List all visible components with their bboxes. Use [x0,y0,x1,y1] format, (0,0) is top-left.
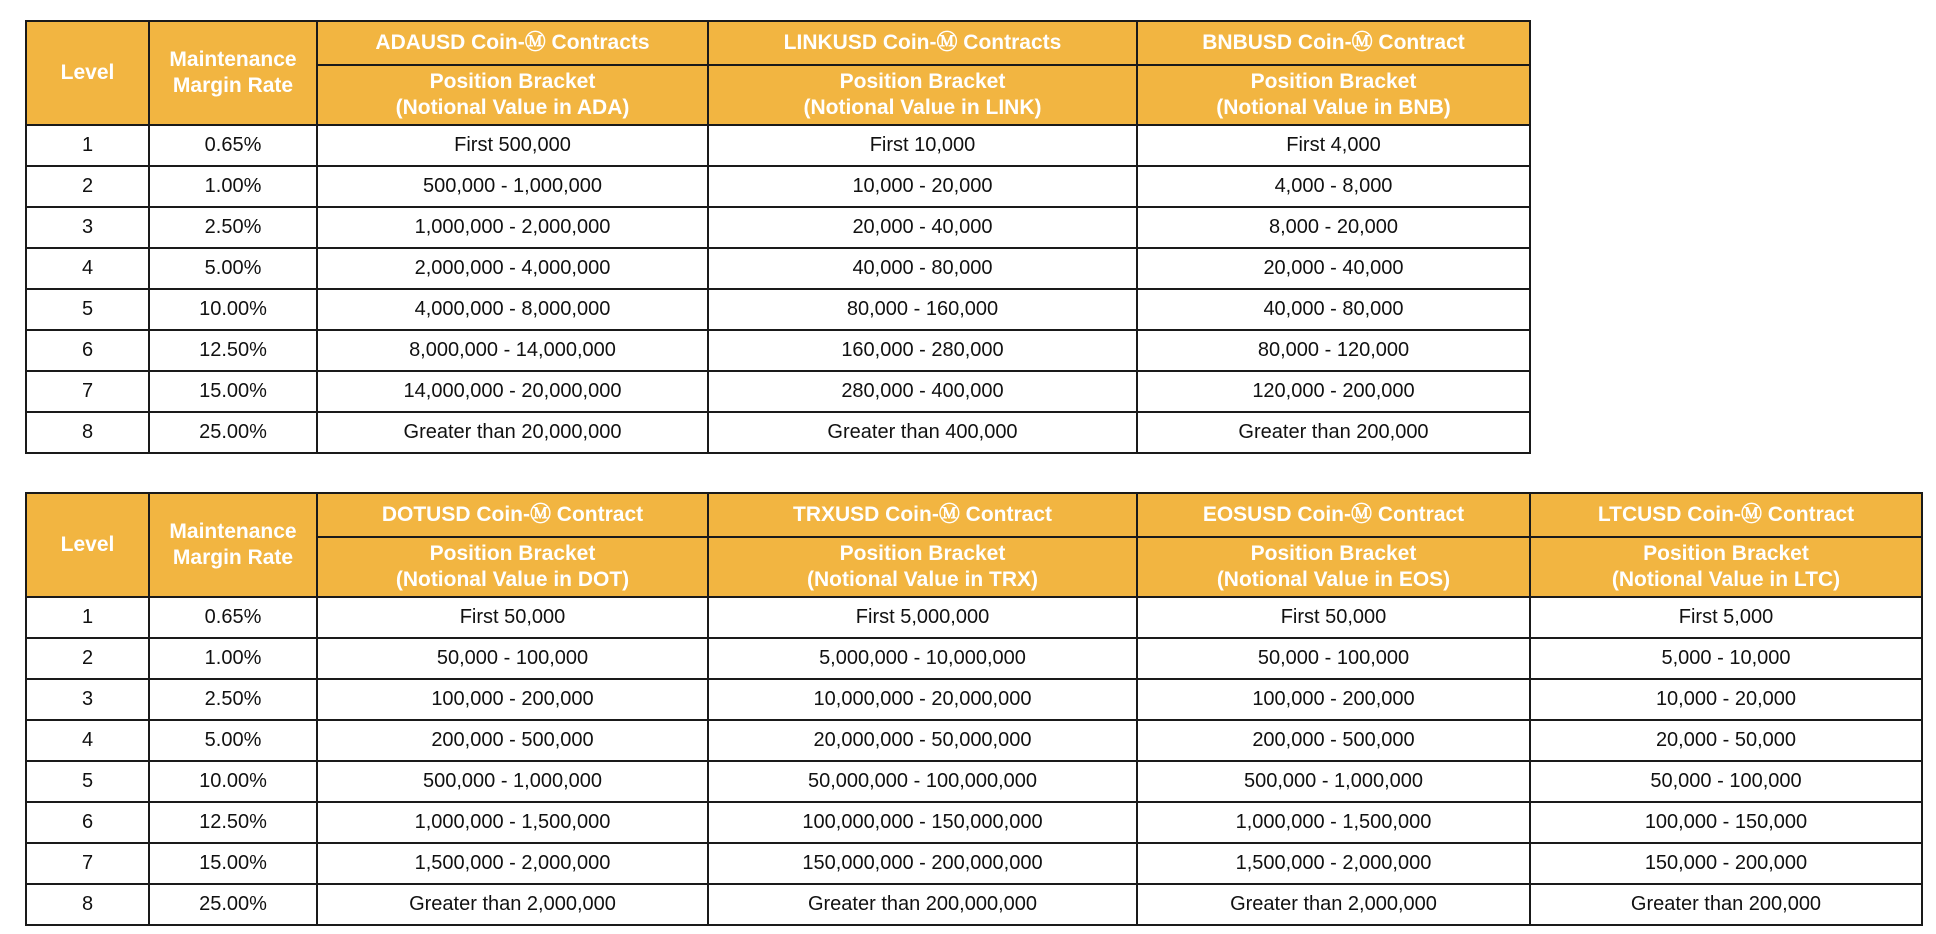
level-cell: 1 [26,597,149,638]
rate-cell: 10.00% [149,289,317,330]
bracket-cell: First 50,000 [1137,597,1530,638]
rate-cell: 0.65% [149,597,317,638]
bracket-unit: (Notional Value in BNB) [1216,96,1451,119]
bracket-header-dot [317,537,708,597]
rate-cell: 12.50% [149,802,317,843]
rate-cell: 25.00% [149,884,317,925]
maintenance-label: Maintenance [169,48,297,71]
bracket-header-ltc [1530,537,1922,597]
bracket-cell: 1,000,000 - 1,500,000 [1137,802,1530,843]
table-row [26,166,1530,207]
header-row-contracts [26,21,1530,65]
bracket-cell: 4,000,000 - 8,000,000 [317,289,708,330]
contract-header-eosusd: EOSUSD Coin-Ⓜ Contract [1137,493,1530,537]
bracket-cell: 80,000 - 160,000 [708,289,1137,330]
bracket-cell: First 5,000,000 [708,597,1137,638]
bracket-cell: 100,000 - 200,000 [1137,679,1530,720]
table-row [26,720,1922,761]
table-row [26,289,1530,330]
table-row [26,412,1530,453]
bracket-label: Position Bracket [1250,542,1417,565]
bracket-cell: 50,000 - 100,000 [1137,638,1530,679]
rate-cell: 2.50% [149,207,317,248]
rate-cell: 25.00% [149,412,317,453]
bracket-cell: Greater than 2,000,000 [1137,884,1530,925]
margin-rate-label: Margin Rate [172,546,294,569]
level-header: Level [26,21,149,125]
bracket-header-link [708,65,1137,125]
bracket-unit: (Notional Value in LTC) [1611,568,1841,591]
bracket-cell: 50,000 - 100,000 [1530,761,1922,802]
rate-cell: 2.50% [149,679,317,720]
table-row [26,125,1530,166]
bracket-cell: 100,000 - 150,000 [1530,802,1922,843]
rate-cell: 15.00% [149,843,317,884]
rate-cell: 0.65% [149,125,317,166]
margin-table-1 [25,20,1531,454]
bracket-header-trx [708,537,1137,597]
maintenance-label: Maintenance [169,520,297,543]
table-row [26,679,1922,720]
rate-cell: 12.50% [149,330,317,371]
bracket-cell: 14,000,000 - 20,000,000 [317,371,708,412]
level-cell: 5 [26,761,149,802]
level-cell: 3 [26,207,149,248]
bracket-cell: 120,000 - 200,000 [1137,371,1530,412]
bracket-cell: 50,000,000 - 100,000,000 [708,761,1137,802]
header-row-contracts [26,493,1922,537]
bracket-cell: 10,000,000 - 20,000,000 [708,679,1137,720]
bracket-cell: 20,000 - 40,000 [708,207,1137,248]
bracket-cell: 100,000 - 200,000 [317,679,708,720]
bracket-cell: 200,000 - 500,000 [1137,720,1530,761]
bracket-cell: 40,000 - 80,000 [708,248,1137,289]
bracket-header-ada [317,65,708,125]
bracket-cell: Greater than 2,000,000 [317,884,708,925]
bracket-cell: 280,000 - 400,000 [708,371,1137,412]
contract-header-adausd: ADAUSD Coin-Ⓜ Contracts [317,21,708,65]
level-cell: 4 [26,248,149,289]
bracket-cell: 200,000 - 500,000 [317,720,708,761]
table-row [26,597,1922,638]
bracket-cell: 50,000 - 100,000 [317,638,708,679]
table-row [26,371,1530,412]
bracket-cell: Greater than 200,000,000 [708,884,1137,925]
bracket-unit: (Notional Value in DOT) [395,568,630,591]
bracket-cell: First 4,000 [1137,125,1530,166]
bracket-label: Position Bracket [429,70,596,93]
bracket-unit: (Notional Value in EOS) [1216,568,1451,591]
bracket-cell: Greater than 200,000 [1530,884,1922,925]
bracket-cell: 20,000,000 - 50,000,000 [708,720,1137,761]
rate-cell: 1.00% [149,638,317,679]
bracket-cell: 4,000 - 8,000 [1137,166,1530,207]
level-cell: 3 [26,679,149,720]
level-cell: 6 [26,802,149,843]
bracket-cell: 1,500,000 - 2,000,000 [317,843,708,884]
bracket-cell: 160,000 - 280,000 [708,330,1137,371]
bracket-label: Position Bracket [1643,542,1809,565]
level-cell: 7 [26,843,149,884]
bracket-cell: 10,000 - 20,000 [708,166,1137,207]
table-row [26,761,1922,802]
margin-rate-label: Margin Rate [172,74,294,97]
bracket-header-eos [1137,537,1530,597]
margin-table-2 [25,492,1923,926]
level-cell: 2 [26,638,149,679]
level-cell: 6 [26,330,149,371]
contract-header-linkusd: LINKUSD Coin-Ⓜ Contracts [708,21,1137,65]
level-cell: 4 [26,720,149,761]
bracket-label: Position Bracket [839,542,1006,565]
bracket-cell: 150,000,000 - 200,000,000 [708,843,1137,884]
bracket-cell: 1,500,000 - 2,000,000 [1137,843,1530,884]
maintenance-margin-header [149,21,317,125]
bracket-unit: (Notional Value in ADA) [395,96,630,119]
bracket-cell: 5,000 - 10,000 [1530,638,1922,679]
bracket-cell: First 10,000 [708,125,1137,166]
level-cell: 5 [26,289,149,330]
bracket-cell: 500,000 - 1,000,000 [317,166,708,207]
bracket-cell: 20,000 - 40,000 [1137,248,1530,289]
bracket-cell: 80,000 - 120,000 [1137,330,1530,371]
contract-header-trxusd: TRXUSD Coin-Ⓜ Contract [708,493,1137,537]
bracket-cell: 1,000,000 - 1,500,000 [317,802,708,843]
table-row [26,207,1530,248]
table-row [26,802,1922,843]
rate-cell: 15.00% [149,371,317,412]
bracket-cell: 10,000 - 20,000 [1530,679,1922,720]
bracket-cell: 500,000 - 1,000,000 [317,761,708,802]
table-row [26,884,1922,925]
bracket-cell: 150,000 - 200,000 [1530,843,1922,884]
contract-header-ltcusd: LTCUSD Coin-Ⓜ Contract [1530,493,1922,537]
bracket-cell: First 50,000 [317,597,708,638]
maintenance-margin-header [149,493,317,597]
bracket-unit: (Notional Value in TRX) [806,568,1038,591]
bracket-cell: Greater than 200,000 [1137,412,1530,453]
level-cell: 2 [26,166,149,207]
bracket-cell: Greater than 20,000,000 [317,412,708,453]
level-cell: 8 [26,884,149,925]
bracket-cell: First 500,000 [317,125,708,166]
table-row [26,248,1530,289]
contract-header-dotusd: DOTUSD Coin-Ⓜ Contract [317,493,708,537]
bracket-label: Position Bracket [839,70,1006,93]
rate-cell: 5.00% [149,248,317,289]
bracket-label: Position Bracket [1250,70,1417,93]
bracket-header-bnb [1137,65,1530,125]
rate-cell: 5.00% [149,720,317,761]
table-row [26,638,1922,679]
bracket-cell: Greater than 400,000 [708,412,1137,453]
bracket-cell: 8,000,000 - 14,000,000 [317,330,708,371]
bracket-cell: First 5,000 [1530,597,1922,638]
level-header: Level [26,493,149,597]
bracket-label: Position Bracket [429,542,596,565]
bracket-cell: 1,000,000 - 2,000,000 [317,207,708,248]
bracket-cell: 8,000 - 20,000 [1137,207,1530,248]
level-cell: 1 [26,125,149,166]
bracket-cell: 20,000 - 50,000 [1530,720,1922,761]
bracket-unit: (Notional Value in LINK) [803,96,1042,119]
bracket-cell: 100,000,000 - 150,000,000 [708,802,1137,843]
level-cell: 8 [26,412,149,453]
contract-header-bnbusd: BNBUSD Coin-Ⓜ Contract [1137,21,1530,65]
rate-cell: 10.00% [149,761,317,802]
level-cell: 7 [26,371,149,412]
bracket-cell: 5,000,000 - 10,000,000 [708,638,1137,679]
bracket-cell: 500,000 - 1,000,000 [1137,761,1530,802]
bracket-cell: 40,000 - 80,000 [1137,289,1530,330]
bracket-cell: 2,000,000 - 4,000,000 [317,248,708,289]
table-row [26,330,1530,371]
table-row [26,843,1922,884]
rate-cell: 1.00% [149,166,317,207]
